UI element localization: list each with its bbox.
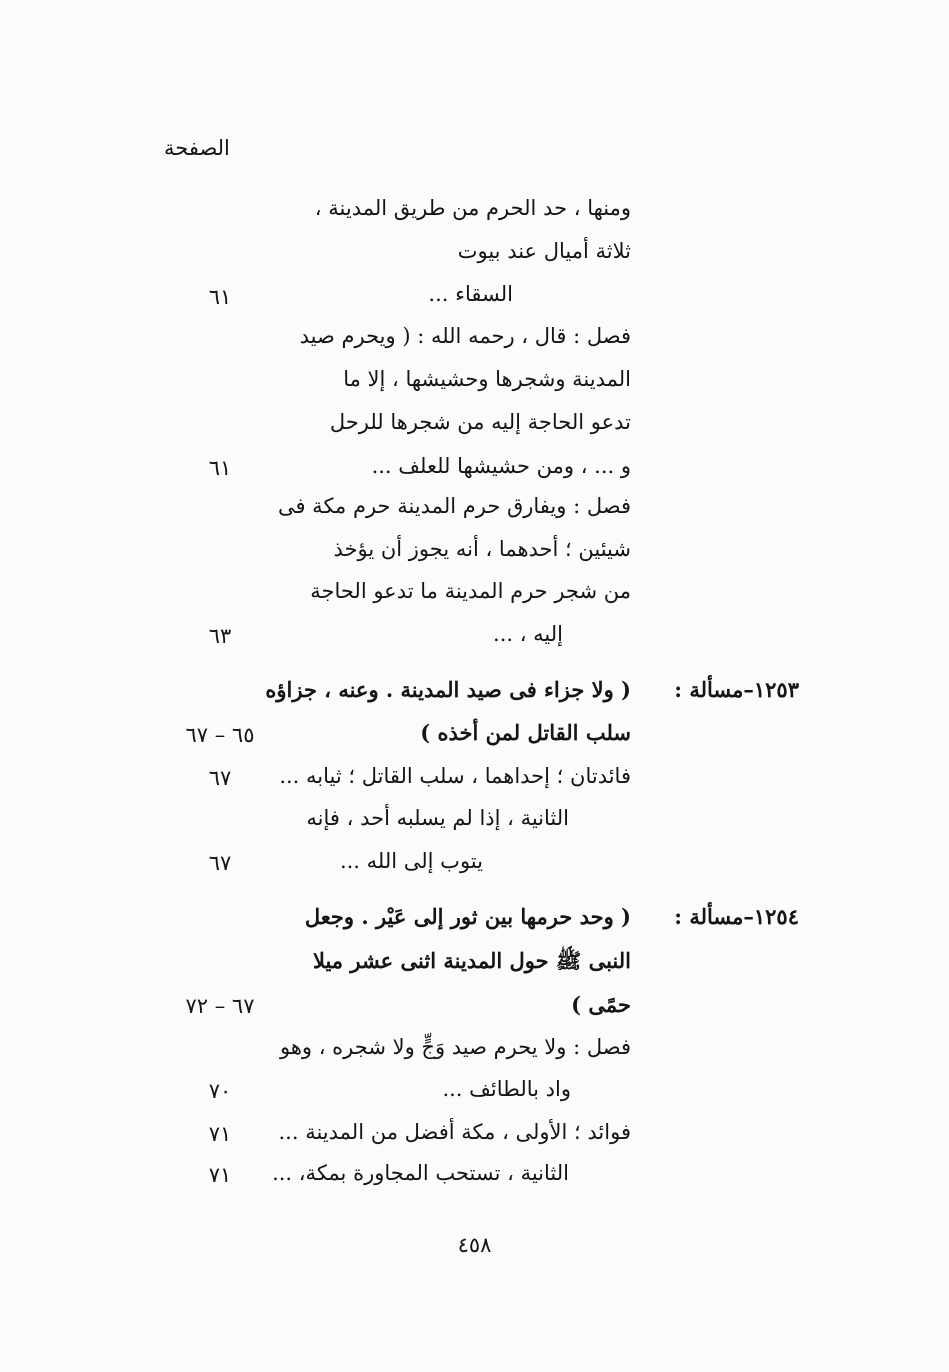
index-line: شيئين ؛ أحدهما ، أنه يجوز أن يؤخذ bbox=[333, 537, 631, 561]
index-line: فصل : قال ، رحمه الله : ( ويحرم صيد bbox=[299, 324, 631, 348]
index-line: إليه ، ... bbox=[493, 622, 563, 646]
page-ref: ٦١ bbox=[208, 285, 232, 309]
page-ref: ٦٧ – ٧٢ bbox=[185, 994, 255, 1018]
index-line: المدينة وشجرها وحشيشها ، إلا ما bbox=[343, 367, 631, 391]
index-line: تدعو الحاجة إليه من شجرها للرحل bbox=[329, 410, 631, 434]
page-ref: ٦٧ bbox=[208, 851, 232, 875]
index-line: فصل : ولا يحرم صيد وَجٍّ ولا شجره ، وهو bbox=[279, 1035, 631, 1059]
issue-heading: ( ولا جزاء فى صيد المدينة . وعنه ، جزاؤه bbox=[265, 677, 631, 702]
page-ref: ٦٣ bbox=[208, 624, 232, 648]
index-line: الثانية ، تستحب المجاورة بمكة، ... bbox=[272, 1161, 569, 1185]
index-line: و ... ، ومن حشيشها للعلف ... bbox=[371, 454, 631, 478]
page-number: ٤٥٨ bbox=[457, 1233, 492, 1257]
index-line: يتوب إلى الله ... bbox=[339, 849, 483, 873]
index-line: فصل : ويفارق حرم المدينة حرم مكة فى bbox=[277, 494, 631, 518]
issue-heading: ( وحد حرمها بين ثور إلى عَيْر . وجعل bbox=[304, 904, 631, 929]
page-ref: ٦٧ bbox=[208, 766, 232, 790]
page-ref: ٧١ bbox=[208, 1122, 232, 1146]
index-line: السقاء ... bbox=[428, 282, 513, 306]
page-ref: ٦٥ – ٦٧ bbox=[185, 723, 255, 747]
page-ref: ٧٠ bbox=[208, 1079, 232, 1103]
issue-heading: النبى ﷺ حول المدينة اثنى عشر ميلا bbox=[312, 948, 631, 973]
index-line: من شجر حرم المدينة ما تدعو الحاجة bbox=[310, 579, 631, 603]
index-line: ومنها ، حد الحرم من طريق المدينة ، bbox=[314, 196, 631, 220]
index-line: واد بالطائف ... bbox=[442, 1077, 571, 1101]
issue-number: ١٢٥٣–مسألة : bbox=[674, 677, 799, 702]
page-ref: ٦١ bbox=[208, 456, 232, 480]
index-line: فائدتان ؛ إحداهما ، سلب القاتل ؛ ثيابه ... bbox=[279, 764, 631, 788]
issue-heading: سلب القاتل لمن أخذه ) bbox=[420, 720, 631, 745]
issue-number: ١٢٥٤–مسألة : bbox=[674, 904, 799, 929]
issue-heading: حمًى ) bbox=[571, 992, 631, 1017]
index-line: فوائد ؛ الأولى ، مكة أفضل من المدينة ... bbox=[278, 1120, 631, 1144]
index-line: ثلاثة أميال عند بيوت bbox=[457, 239, 631, 263]
index-line: الثانية ، إذا لم يسلبه أحد ، فإنه bbox=[306, 806, 569, 830]
page-label: الصفحة bbox=[164, 136, 230, 160]
page-ref: ٧١ bbox=[208, 1163, 232, 1187]
